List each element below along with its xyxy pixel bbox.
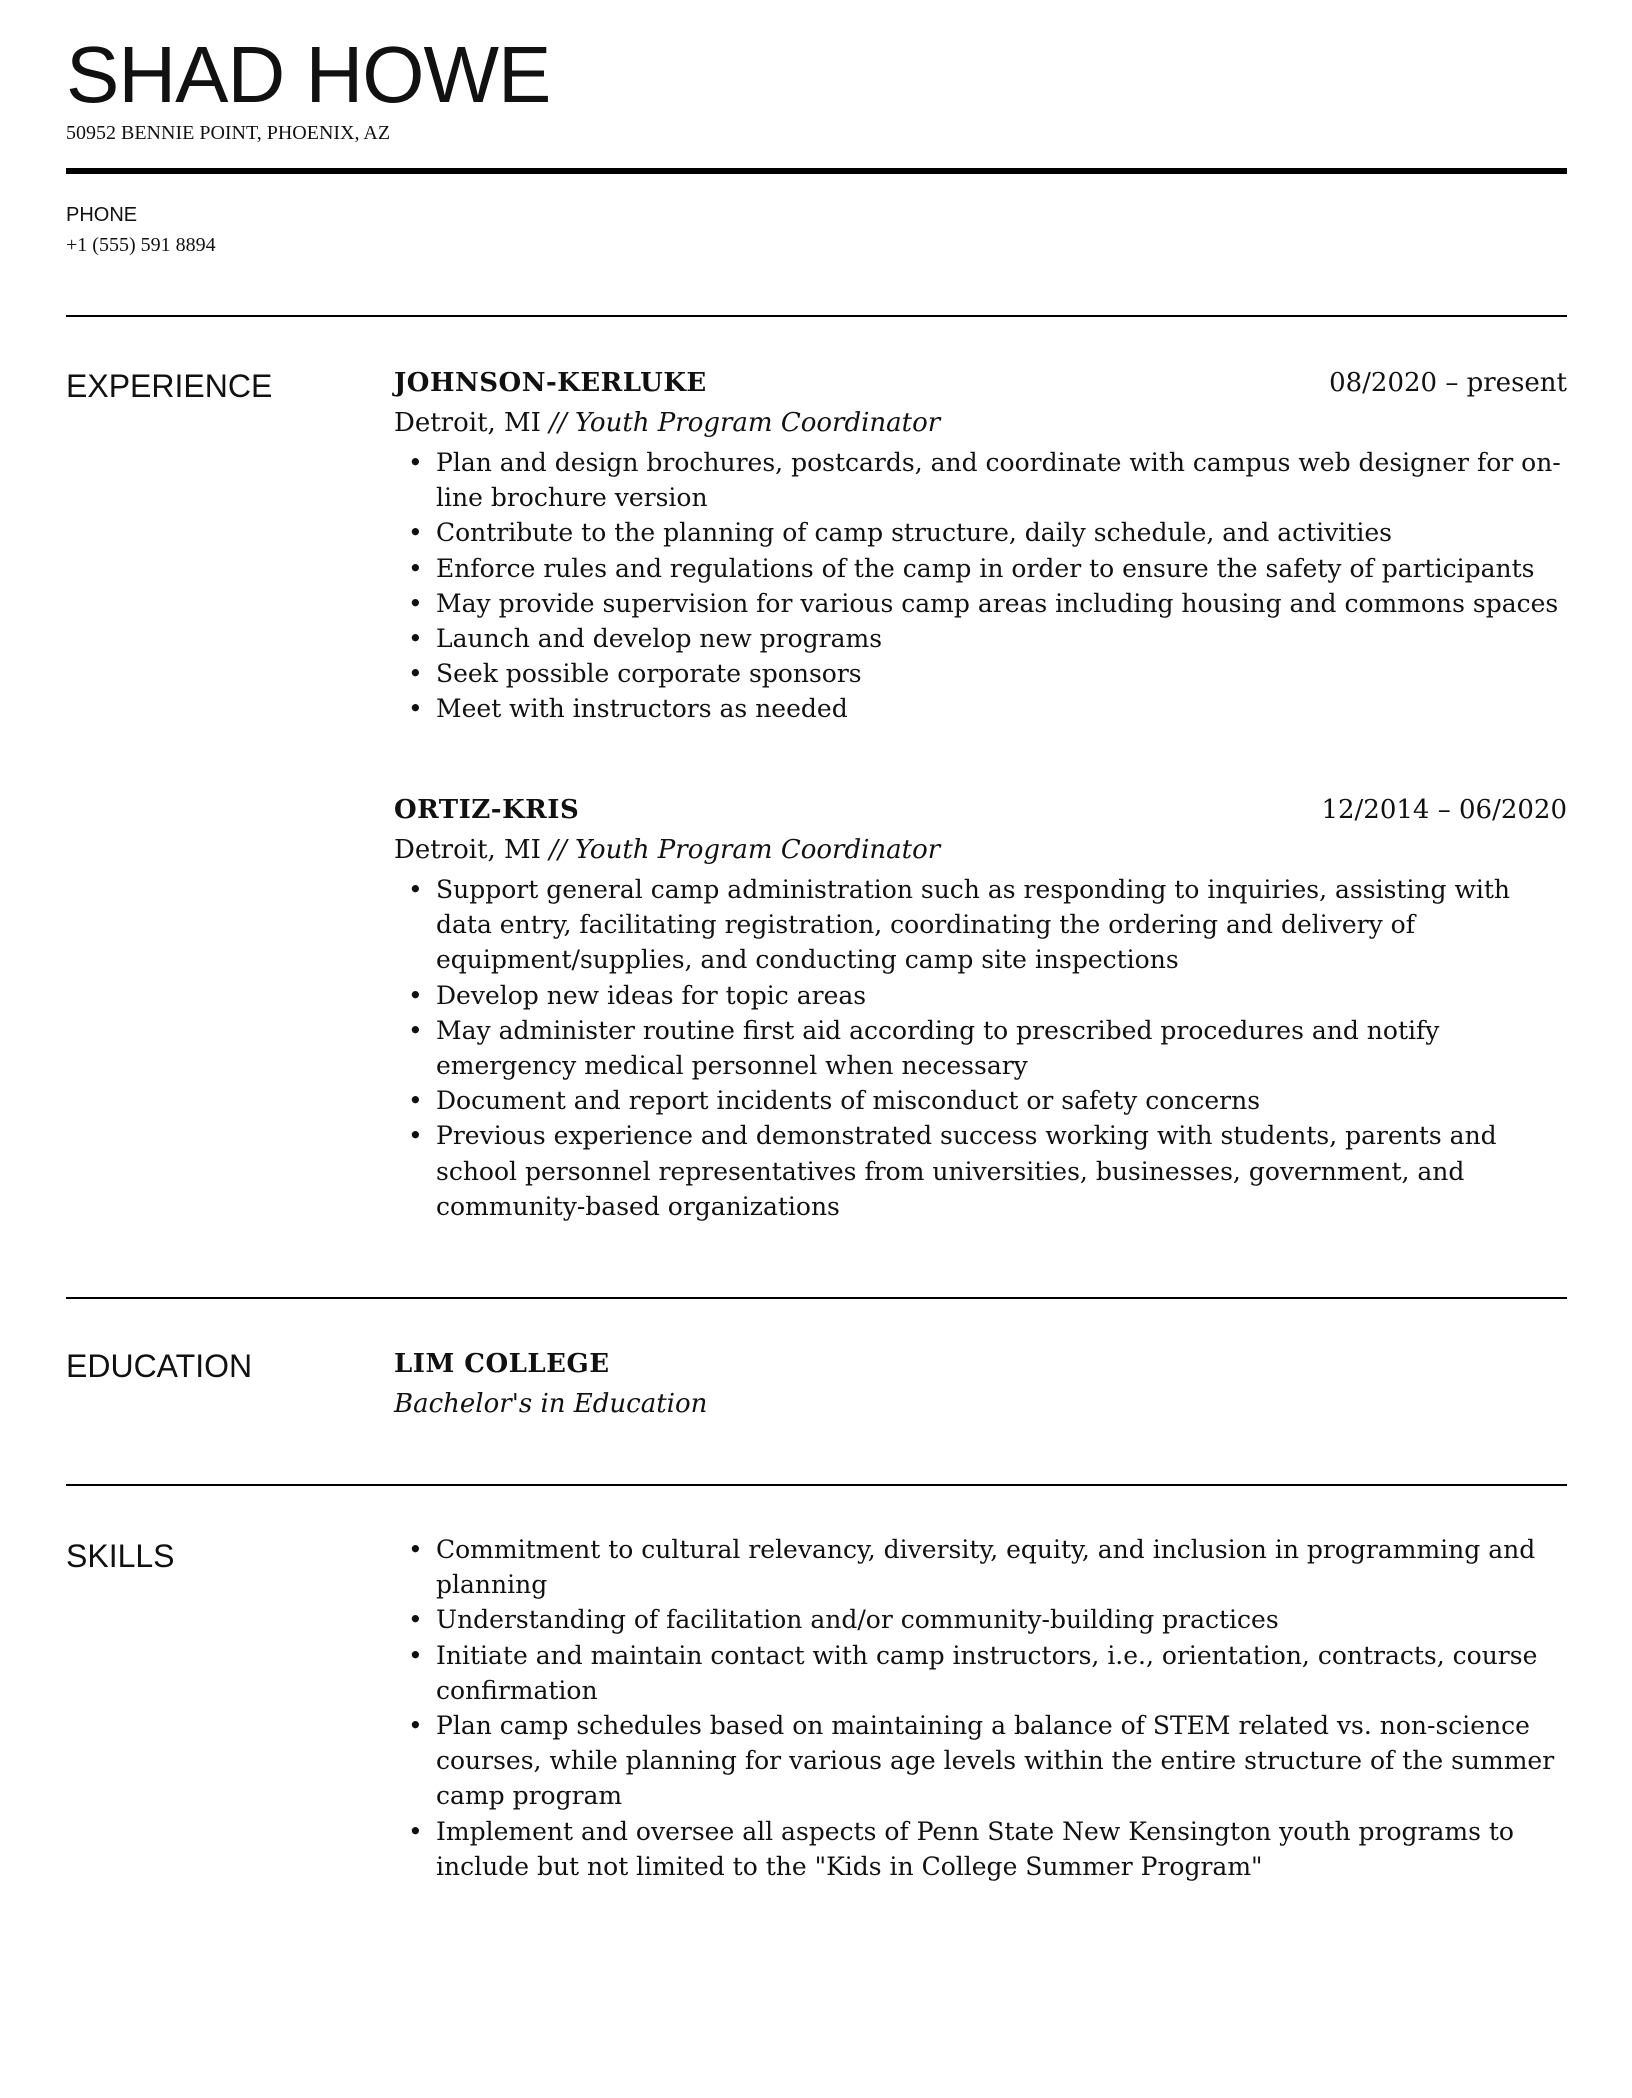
experience-heading: EXPERIENCE xyxy=(66,368,273,404)
job-role: Youth Program Coordinator xyxy=(575,835,941,865)
list-item: • Launch and develop new programs xyxy=(436,621,1567,656)
list-item: • Initiate and maintain contact with camp instructors, i.e., orientation, contracts, course confirmation xyxy=(436,1638,1567,1708)
phone-value: +1 (555) 591 8894 xyxy=(66,234,216,256)
education-degree: Bachelor's in Education xyxy=(394,1389,708,1419)
job-separator: // xyxy=(540,835,576,865)
education-heading: EDUCATION xyxy=(66,1348,253,1384)
job-subtitle xyxy=(394,403,1567,443)
skills-heading: SKILLS xyxy=(66,1538,175,1574)
list-item: • Plan camp schedules based on maintaining a balance of STEM related vs. non-science courses, while planning for various age levels within the entire structure of the summer camp program xyxy=(436,1708,1567,1814)
list-item: • Meet with instructors as needed xyxy=(436,691,1567,726)
skills-list xyxy=(394,1532,1567,1884)
list-item: • Contribute to the planning of camp structure, daily schedule, and activities xyxy=(436,515,1567,550)
candidate-name: SHAD HOWE xyxy=(66,30,551,119)
job-dates: 08/2020 – present xyxy=(1329,368,1567,398)
phone-label: PHONE xyxy=(66,204,138,226)
job-dates: 12/2014 – 06/2020 xyxy=(1321,795,1567,825)
list-item: • May administer routine first aid according to prescribed procedures and notify emergency medical personnel when necessary xyxy=(436,1013,1567,1083)
job-duties xyxy=(394,872,1567,1224)
job-entry xyxy=(394,363,1567,727)
education-school: LIM COLLEGE xyxy=(394,1349,610,1379)
list-item: • Previous experience and demonstrated success working with students, parents and school personnel representatives from universities, businesses, government, and community-based organizations xyxy=(436,1118,1567,1224)
job-company: ORTIZ-KRIS xyxy=(394,795,580,825)
list-item: • Support general camp administration such as responding to inquiries, assisting with data entry, facilitating registration, coordinating the ordering and delivery of equipment/supplies, and conducting camp site inspections xyxy=(436,872,1567,978)
header-divider xyxy=(66,168,1567,174)
job-subtitle xyxy=(394,830,1567,870)
job-duties xyxy=(394,445,1567,727)
job-header xyxy=(394,790,1567,830)
candidate-address: 50952 BENNIE POINT, PHOENIX, AZ xyxy=(66,122,391,144)
list-item: • Understanding of facilitation and/or community-building practices xyxy=(436,1602,1567,1637)
education-entry xyxy=(394,1344,1567,1424)
job-entry xyxy=(394,790,1567,1224)
contact-divider xyxy=(66,315,1567,317)
list-item: • Develop new ideas for topic areas xyxy=(436,978,1567,1013)
list-item: • Document and report incidents of misconduct or safety concerns xyxy=(436,1083,1567,1118)
job-company: JOHNSON-KERLUKE xyxy=(394,368,707,398)
job-location: Detroit, MI xyxy=(394,835,541,865)
skills-entry xyxy=(394,1532,1567,1884)
job-header xyxy=(394,363,1567,403)
education-divider xyxy=(66,1484,1567,1486)
job-role: Youth Program Coordinator xyxy=(575,408,941,438)
list-item: • Plan and design brochures, postcards, and coordinate with campus web designer for on-line brochure version xyxy=(436,445,1567,515)
list-item: • May provide supervision for various camp areas including housing and commons spaces xyxy=(436,586,1567,621)
job-separator: // xyxy=(540,408,576,438)
list-item: • Implement and oversee all aspects of Penn State New Kensington youth programs to include but not limited to the "Kids in College Summer Program" xyxy=(436,1814,1567,1884)
list-item: • Commitment to cultural relevancy, diversity, equity, and inclusion in programming and planning xyxy=(436,1532,1567,1602)
list-item: • Enforce rules and regulations of the camp in order to ensure the safety of participants xyxy=(436,551,1567,586)
experience-divider xyxy=(66,1297,1567,1299)
list-item: • Seek possible corporate sponsors xyxy=(436,656,1567,691)
job-location: Detroit, MI xyxy=(394,408,541,438)
